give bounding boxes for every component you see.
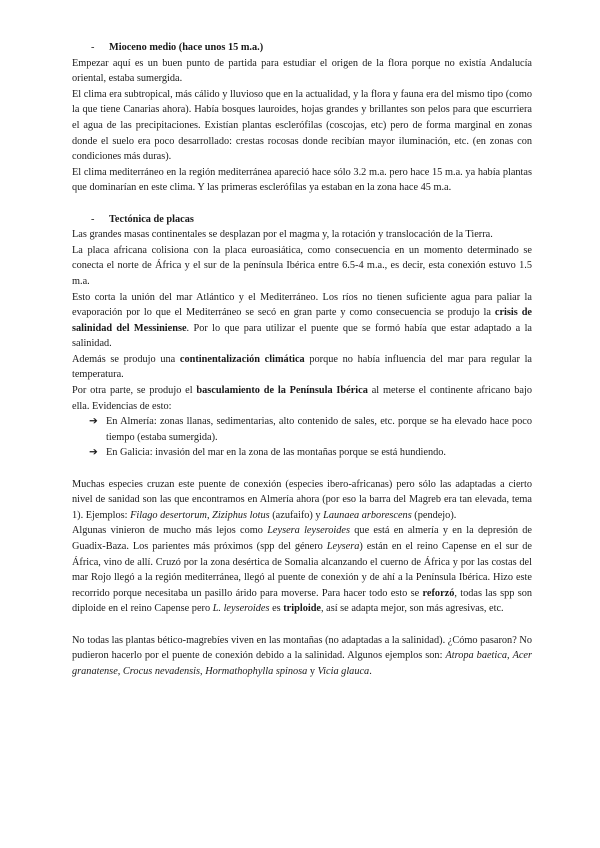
species-name: Acer granatense [72,650,532,677]
species-name: Atropa baetica [445,650,507,662]
text-run: ) están en el reino Capense en el sur de África, vino de allí. Cruzó por la zona desértica de Somalia alcanzando el cuerno de África y por las costas del mar Rojo llegó a la región mediterránea, llegó al puente de conexión y de ahí a la Península Ibérica. Hizo este recorrido porque necesitaba un pasillo árido para moverse. Para hacer todo esto se [72,541,532,599]
text-run: Algunas vinieron de mucho más lejos como [72,525,268,537]
arrow-list-item [89,414,532,445]
text-run: (pendejo). [411,509,457,521]
text-run: , [117,665,123,677]
section-heading-mioceno [91,40,532,56]
text-run: que está en almería y en la depresión de Guadix-Baza. Los parientes más próximos (spp del género [72,525,532,552]
paragraph [72,477,532,524]
text-run: . [369,665,372,677]
text-run: No todas las plantas bético-magrebíes viven en las montañas (no adaptadas a la salinidad). ¿Cómo pasaron? No pudieron hacerlo por el puente de conexión debido a la salinidad. Algunos ejemplos son: [72,634,532,662]
text-run: , todas las spp son diploide en el reino Capense pero [72,587,533,615]
text-run: porque no había influencia del mar para regular la temperatura. [72,353,533,381]
paragraph: Empezar aquí es un buen punto de partida para estudiar el origen de la flora porque no existía Andalucía oriental, estaba sumergida. [72,57,532,85]
paragraph [72,352,532,383]
paragraph: La placa africana colisiona con la placa euroasiática, como consecuencia en un momento determinado se conecta el norte de África y el sur de la península Ibérica entre 6.5-4 m.a., es decir, esta conexión estuvo 1.5 m.a. [72,244,532,287]
section-heading-tectonica [91,212,532,228]
bold-term: continentalización climática [179,353,305,365]
species-name: Ziziphus lotus [212,509,270,521]
paragraph: El clima era subtropical, más cálido y lluvioso que en la actualidad, y la flora y fauna era del mismo tipo (como la que tiene Canarias ahora). Había bosques lauroides, hojas grandes y brillantes son pelos para que escurriera el agua de las precipitaciones. Existían plantas esclerófilas (coscojas, etc) pero de forma marginal en zonas donde el suelo era poco desarrollado: crestas rocosas donde recibían mayor iluminación, etc. (en zonas con condiciones más duras). [72,88,532,163]
list-item-text: En Almería: zonas llanas, sedimentarias, alto contenido de sales, etc. porque se ha elevado hace poco tiempo (estaba sumergida). [106,416,532,443]
text-run: (azufaifo) y [269,509,324,521]
species-name: L. leyseroides [212,603,270,615]
species-name: Vicia glauca [317,665,370,677]
text-run: Esto corta la unión del mar Atlántico y el Mediterráneo. Los ríos no tienen suficiente agua para paliar la evaporación por lo que el Mediterráneo se secó en gran parte y como consecuencia se produjo la [72,291,532,319]
text-run: , [200,665,206,677]
paragraph [72,383,532,414]
text-run: al meterse el continente africano bajo ella. Evidencias de esto: [72,385,532,412]
bold-term: reforzó [422,587,455,599]
text-run: es [269,603,284,615]
paragraph: Las grandes masas continentales se desplazan por el magma y, la rotación y translocación de la Tierra. [72,229,493,241]
arrow-icon: ➔ [89,416,98,428]
arrow-list-item [89,445,532,461]
paragraph [72,523,532,617]
text-run: , [207,509,213,521]
bold-term: crisis de salinidad del Messiniense [72,307,532,334]
paragraph [72,290,532,352]
document-page [72,40,532,679]
text-run: . Por lo que para utilizar el puente que se formó había que estar adaptado a la salinidad. [72,322,532,350]
bold-term: basculamiento de la Península Ibérica [196,385,368,397]
text-run: Muchas especies cruzan este puente de conexión (especies ibero-africanas) pero sólo las adaptadas a cierto nivel de sanidad son las que encontramos en Almería ahora (por eso la barra del Magreb era tan elevada, tema 1). Ejemplos: [72,478,532,521]
heading-dash: - [91,213,95,225]
species-name: Leysera leyseroides [267,525,351,537]
list-item-text: En Galicia: invasión del mar en la zona de las montañas porque se está hundiendo. [106,447,446,459]
species-name: Hormathophylla spinosa [205,665,308,677]
paragraph: El clima mediterráneo en la región mediterránea apareció hace sólo 3.2 m.a. pero hace 15 m.a. ya había plantas que dominarían en este clima. Y las primeras esclerófilas ya estaban en la zona hace 45 m.a. [72,166,532,194]
heading-text: Tectónica de placas [109,213,194,225]
text-run: Además se produjo una [72,353,180,365]
species-name: Filago desertorum [130,509,207,521]
heading-text: Mioceno medio (hace unos 15 m.a.) [109,42,264,53]
text-run: , [506,650,513,662]
text-run: y [307,665,318,677]
species-name: Launaea arborescens [323,509,412,521]
text-run: Por otra parte, se produjo el [72,385,197,397]
species-name: Leysera [326,541,360,552]
text-run: , así se adapta mejor, son más agresivas, etc. [321,603,504,615]
heading-dash: - [91,42,95,53]
paragraph [72,633,532,680]
arrow-icon: ➔ [89,447,98,459]
bold-term: triploide [283,603,322,615]
species-name: Crocus nevadensis [122,665,201,677]
